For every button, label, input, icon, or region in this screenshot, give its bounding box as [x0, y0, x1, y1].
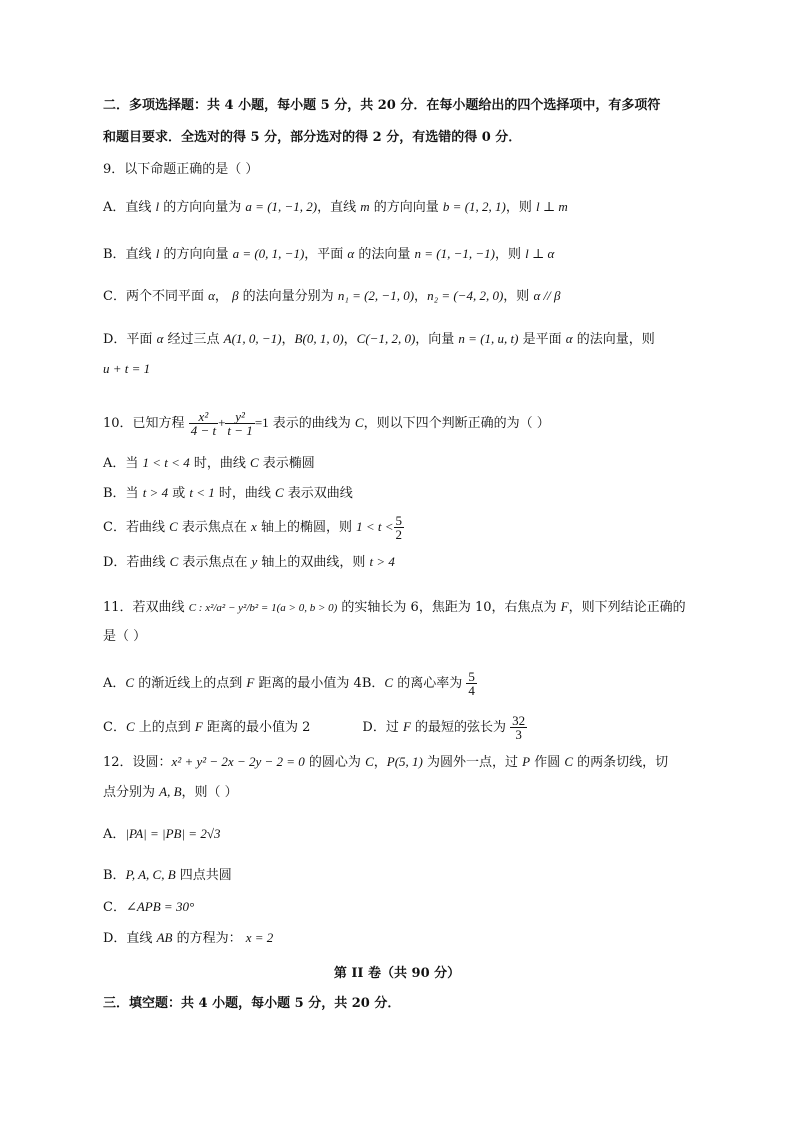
q12-stem: 12．设圆：x² + y² − 2x − 2y − 2 = 0 的圆心为 C，P(5, 1) 为圆外一点，过 P 作圆 C 的两条切线，切	[103, 754, 669, 770]
q9-option-b: B．直线 l 的方向向量 a = (0, 1, −1)，平面 α 的法向量 n = (1, −1, −1)，则 l ⊥ α	[103, 246, 555, 262]
q9-option-d-cont: u + t = 1	[103, 361, 151, 376]
q10-option-d: D．若曲线 C 表示焦点在 y 轴上的双曲线，则 t > 4	[103, 554, 395, 570]
q11-stem-cont: 是（ ）	[103, 629, 147, 644]
q12-option-c: C．∠APB = 30°	[103, 899, 195, 915]
q11-option-a-b: A．C 的渐近线上的点到 F 距离的最小值为 4B．C 的离心率为 $\frac{5}{4}$	[103, 669, 475, 698]
section2-line1: 二．多项选择题：共 4 小题，每小题 5 分，共 20 分．在每小题给出的四个选择项中，有多项符	[103, 98, 661, 113]
q9-option-d: D．平面 α 经过三点 A(1, 0, −1)，B(0, 1, 0)，C(−1, 2, 0)，向量 n = (1, u, t) 是平面 α 的法向量，则	[103, 331, 655, 347]
q12-stem-cont: 点分别为 A, B，则（ ）	[103, 784, 238, 800]
q10-stem: 10．已知方程 $\frac{\text{x²}}{4 - t}$ + $\frac{\text{y²}}{t - 1}$ =1 表示的曲线为 C，则以下四个判断正确的为（ ）	[103, 409, 550, 438]
q12-option-d: D．直线 AB 的方程为： x = 2	[103, 930, 274, 946]
q9-option-a: A．直线 l 的方向向量为 a = (1, −1, 2)，直线 m 的方向向量 b = (1, 2, 1)，则 l ⊥ m	[103, 199, 568, 215]
section2-line2: 和题目要求．全选对的得 5 分，部分选对的得 2 分，有选错的得 0 分．	[103, 130, 522, 145]
q9-option-c: C．两个不同平面 α， β 的法向量分别为 n₁ = (2, −1, 0)，n₂ = (−4, 2, 0)，则 α // β	[103, 288, 561, 304]
q10-option-b: B．当 t > 4 或 t < 1 时，曲线 C 表示双曲线	[103, 485, 353, 501]
q10-option-c: C．若曲线 C 表示焦点在 x 轴上的椭圆，则 1 < t < $\frac{5}{2}$	[103, 513, 402, 542]
part2-title: 第 II 卷（共 90 分）	[333, 966, 461, 981]
q12-option-b: B．P, A, C, B 四点共圆	[103, 867, 232, 883]
section3-header: 三．填空题：共 4 小题，每小题 5 分，共 20 分．	[103, 996, 401, 1011]
q9-stem: 9．以下命题正确的是（ ）	[103, 162, 259, 177]
q11-option-c-d: C．C 上的点到 F 距离的最小值为 2 D．过 F 的最短的弦长为 $\frac{32}{3}$	[103, 713, 526, 742]
q11-stem: 11．若双曲线 C : x²/a² − y²/b² = 1(a > 0, b > 0) 的实轴长为 6，焦距为 10，右焦点为 F，则下列结论正确的	[103, 599, 686, 615]
q10-option-a: A．当 1 < t < 4 时，曲线 C 表示椭圆	[103, 455, 315, 471]
q12-option-a: A．|PA| = |PB| = 2√3	[103, 826, 221, 842]
